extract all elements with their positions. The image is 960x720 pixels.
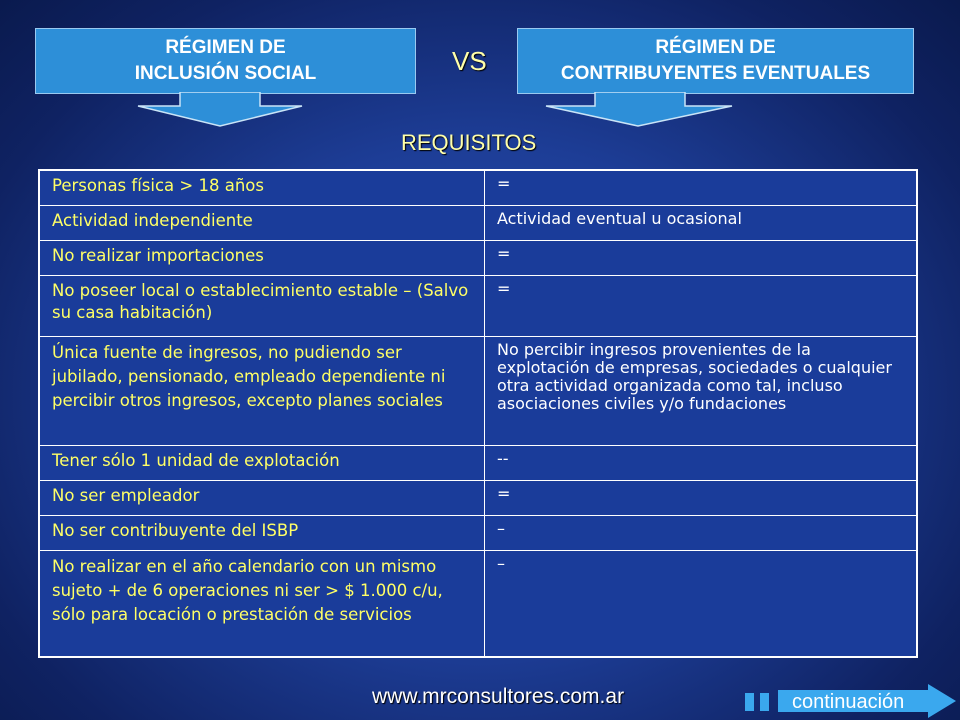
vs-label: VS [452,46,487,76]
table-row [39,515,917,550]
table-row [39,240,917,275]
right-cell: No percibir ingresos provenientes de la explotación de empresas, sociedades o cualquier otra actividad organizada como tal, incluso asociaciones civiles y/o fundaciones [485,336,918,445]
left-cell: No realizar en el año calendario con un mismo sujeto + de 6 operaciones ni ser > $ 1.000 c/u, sólo para locación o prestación de servicios [39,550,485,657]
table-row [39,480,917,515]
table-row [39,170,917,205]
left-cell: Tener sólo 1 unidad de explotación [39,445,485,480]
left-cell: Personas física > 18 años [39,170,485,205]
left-cell: Única fuente de ingresos, no pudiendo ser jubilado, pensionado, empleado dependiente ni percibir otros ingresos, excepto planes sociales [39,336,485,445]
left-cell: No ser contribuyente del ISBP [39,515,485,550]
decor-square-icon [760,693,769,711]
left-cell: No poseer local o establecimiento estable – (Salvo su casa habitación) [39,275,485,336]
contribuyentes-eventuales-title: RÉGIMEN DE CONTRIBUYENTES EVENTUALES [560,37,871,84]
inclusion-social-title: RÉGIMEN DE INCLUSIÓN SOCIAL [134,37,317,84]
right-cell: = [485,240,918,275]
website-link[interactable]: www.mrconsultores.com.ar [372,685,625,708]
table-row [39,275,917,336]
table-row [39,205,917,240]
left-arrow-down-icon [130,92,310,128]
contribuyentes-eventuales-box [517,28,914,94]
table-row [39,550,917,657]
right-cell: -- [485,445,918,480]
right-cell: = [485,170,918,205]
right-cell: = [485,275,918,336]
right-cell: – [485,550,918,657]
left-cell: Actividad independiente [39,205,485,240]
table-row [39,336,917,445]
requirements-table [38,169,918,658]
continue-label: continuación [792,691,905,713]
left-cell: No ser empleador [39,480,485,515]
table-row [39,445,917,480]
right-cell: Actividad eventual u ocasional [485,205,918,240]
right-cell: – [485,515,918,550]
requisitos-title: REQUISITOS [401,130,537,155]
continue-button[interactable] [778,684,958,718]
left-cell: No realizar importaciones [39,240,485,275]
decor-square-icon [745,693,754,711]
right-arrow-down-icon [540,92,740,128]
right-cell: = [485,480,918,515]
inclusion-social-box [35,28,416,94]
